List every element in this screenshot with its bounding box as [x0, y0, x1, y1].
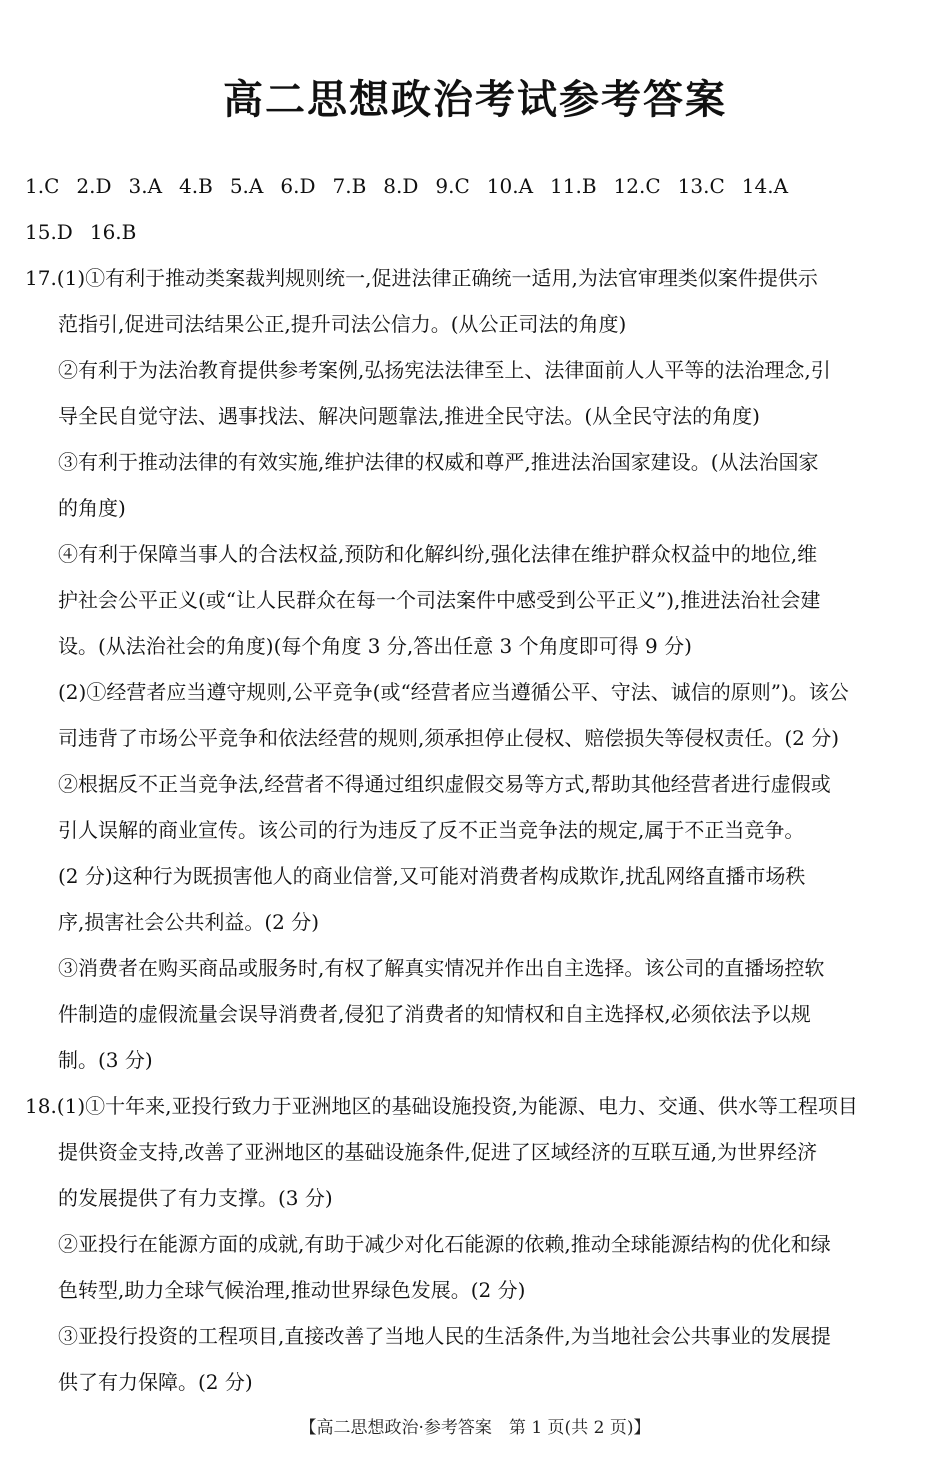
choice-answer: 5.A	[229, 174, 264, 198]
choice-answer: 2.D	[76, 174, 112, 198]
question-18	[0, 1083, 950, 1405]
answer-line: 的发展提供了有力支撑。(3 分)	[58, 1186, 333, 1210]
answer-line: 引人误解的商业宣传。该公司的行为违反了反不正当竞争法的规定,属于不正当竞争。	[58, 818, 805, 842]
answer-line: (2)①经营者应当遵守规则,公平竞争(或“经营者应当遵循公平、守法、诚信的原则”)。该公	[58, 680, 849, 704]
answer-line: ②根据反不正当竞争法,经营者不得通过组织虚假交易等方式,帮助其他经营者进行虚假或	[58, 772, 831, 796]
answer-body	[0, 163, 950, 1405]
answer-line: ④有利于保障当事人的合法权益,预防和化解纠纷,强化法律在维护群众权益中的地位,维	[58, 542, 818, 566]
choice-answer: 9.C	[435, 174, 470, 198]
choice-answer: 6.D	[280, 174, 316, 198]
answer-line: 的角度)	[58, 496, 126, 520]
question-17	[0, 255, 950, 1083]
page-footer: 【高二思想政治·参考答案 第 1 页(共 2 页)】	[299, 1418, 651, 1438]
choice-answer: 1.C	[25, 174, 60, 198]
choice-answer: 12.C	[613, 174, 661, 198]
choice-answer: 11.B	[550, 174, 597, 198]
answer-line: ③有利于推动法律的有效实施,维护法律的权威和尊严,推进法治国家建设。(从法治国家	[58, 450, 819, 474]
choice-answers-row-2	[0, 209, 950, 255]
choice-answer: 3.A	[128, 174, 163, 198]
choice-answers-row-1	[0, 163, 950, 209]
answer-line: 18.(1)①十年来,亚投行致力于亚洲地区的基础设施投资,为能源、电力、交通、供水等工程项目	[25, 1094, 858, 1118]
answer-line: 导全民自觉守法、遇事找法、解决问题靠法,推进全民守法。(从全民守法的角度)	[58, 404, 760, 428]
answer-line: ②亚投行在能源方面的成就,有助于减少对化石能源的依赖,推动全球能源结构的优化和绿	[58, 1232, 831, 1256]
answer-line: 制。(3 分)	[58, 1048, 153, 1072]
answer-line: 范指引,促进司法结果公正,提升司法公信力。(从公正司法的角度)	[58, 312, 627, 336]
answer-line: 提供资金支持,改善了亚洲地区的基础设施条件,促进了区域经济的互联互通,为世界经济	[58, 1140, 818, 1164]
answer-line: 件制造的虚假流量会误导消费者,侵犯了消费者的知情权和自主选择权,必须依法予以规	[58, 1002, 811, 1026]
choice-answer: 15.D	[25, 220, 73, 244]
answer-line: (2 分)这种行为既损害他人的商业信誉,又可能对消费者构成欺诈,扰乱网络直播市场秩	[58, 864, 806, 888]
page-title: 高二思想政治考试参考答案	[223, 77, 727, 123]
choice-answer: 16.B	[89, 220, 137, 244]
answer-line: ②有利于为法治教育提供参考案例,弘扬宪法法律至上、法律面前人人平等的法治理念,引	[58, 358, 831, 382]
answer-line: ③消费者在购买商品或服务时,有权了解真实情况并作出自主选择。该公司的直播场控软	[58, 956, 825, 980]
choice-answer: 13.C	[677, 174, 725, 198]
choice-answer: 8.D	[383, 174, 419, 198]
choice-answer: 10.A	[486, 174, 534, 198]
answer-line: 护社会公平正义(或“让人民群众在每一个司法案件中感受到公平正义”),推进法治社会建	[58, 588, 821, 612]
answer-line: ③亚投行投资的工程项目,直接改善了当地人民的生活条件,为当地社会公共事业的发展提	[58, 1324, 831, 1348]
answer-line: 17.(1)①有利于推动类案裁判规则统一,促进法律正确统一适用,为法官审理类似案件提供示	[25, 266, 818, 290]
answer-line: 司违背了市场公平竞争和依法经营的规则,须承担停止侵权、赔偿损失等侵权责任。(2 分)	[58, 726, 840, 750]
choice-answer: 4.B	[179, 174, 213, 198]
answer-line: 设。(从法治社会的角度)(每个角度 3 分,答出任意 3 个角度即可得 9 分)	[58, 634, 692, 658]
choice-answer: 7.B	[332, 174, 367, 198]
answer-line: 序,损害社会公共利益。(2 分)	[58, 910, 320, 934]
answer-line: 供了有力保障。(2 分)	[58, 1370, 253, 1394]
choice-answer: 14.A	[741, 174, 789, 198]
answer-line: 色转型,助力全球气候治理,推动世界绿色发展。(2 分)	[58, 1278, 526, 1302]
